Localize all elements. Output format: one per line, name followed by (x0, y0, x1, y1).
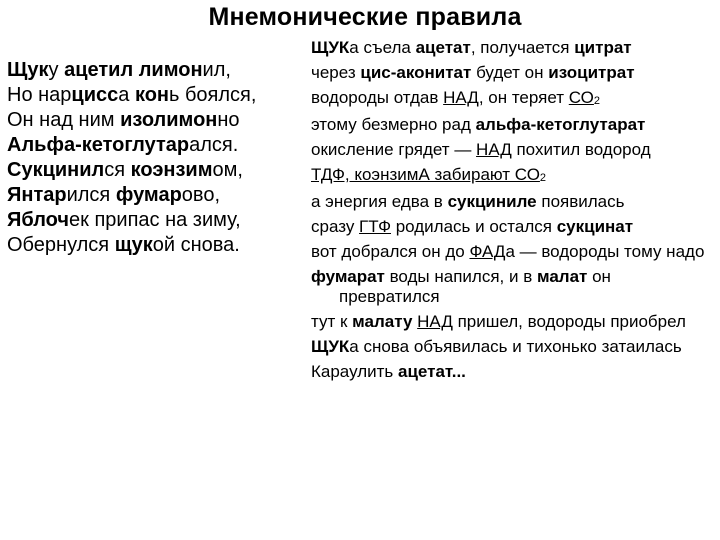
underlined-term: НАД (476, 140, 512, 159)
bold-term: изолимон (120, 109, 218, 131)
text-segment: ся (104, 159, 131, 181)
right-poem-line (311, 267, 716, 307)
bold-term: малату (352, 312, 413, 331)
left-poem-line (7, 158, 307, 183)
underlined-term: НАД (443, 88, 479, 107)
text-segment: 2 (593, 95, 601, 107)
right-poem-line (311, 362, 716, 382)
text-segment: но (217, 109, 240, 131)
text-segment: окисление грядет — (311, 140, 477, 159)
text-segment: будет он (471, 63, 549, 82)
bold-term: Сукцинил (7, 159, 105, 181)
bold-term: малат (536, 267, 588, 286)
text-segment: ился (66, 184, 116, 206)
underlined-term: ГТФ (359, 217, 391, 236)
text-segment: этому безмерно рад (311, 115, 476, 134)
text-segment: Он над ним (7, 109, 121, 131)
bold-term: ЩУК (311, 337, 350, 356)
page-title: Мнемонические правила (208, 3, 522, 31)
text-segment: 2 (539, 172, 547, 184)
left-poem-line (7, 133, 307, 158)
text-segment: он превратился (339, 267, 611, 306)
bold-term: фумарат (311, 267, 385, 286)
bold-term: цис-аконитат (360, 63, 472, 82)
bold-term: ацетат (415, 38, 471, 57)
left-poem-line (7, 183, 307, 208)
underlined-term: НАД (417, 312, 453, 331)
underlined-term: ФАД (469, 242, 506, 261)
right-poem-line (311, 63, 716, 83)
left-mnemonic-poem (7, 58, 307, 258)
text-segment: похитил водород (511, 140, 651, 159)
right-poem-line (311, 192, 716, 212)
text-segment: а съела (349, 38, 416, 57)
bold-term: ацетил лимон (64, 59, 203, 81)
text-segment: сразу (311, 217, 360, 236)
bold-term: ацетат... (397, 362, 466, 381)
right-poem-line (311, 337, 716, 357)
text-segment: Но нар (7, 84, 72, 106)
text-segment: родилась и остался (391, 217, 557, 236)
text-segment: , получается (470, 38, 575, 57)
text-segment: ек припас на зиму, (69, 209, 241, 231)
bold-term: альфа-кетоглутарат (475, 115, 646, 134)
bold-term: цитрат (574, 38, 632, 57)
bold-term: изоцитрат (548, 63, 635, 82)
text-segment: тут к (311, 312, 353, 331)
bold-term: сукцинат (556, 217, 634, 236)
bold-term: кон (134, 84, 169, 106)
text-segment: ь боялся, (169, 84, 257, 106)
bold-term: ЩУК (311, 38, 350, 57)
text-segment: ой снова. (152, 234, 240, 256)
text-segment: а снова объявилась и тихонько затаилась (349, 337, 682, 356)
text-segment: ил, (202, 59, 231, 81)
text-segment: вот добрался он до (311, 242, 470, 261)
text-segment: Обернулся (7, 234, 115, 256)
text-segment: а (118, 84, 135, 106)
underlined-term: СО (568, 88, 594, 107)
right-poem-line (311, 217, 716, 237)
text-segment: Караулить (311, 362, 398, 381)
text-segment: ался. (189, 134, 239, 156)
bold-term: Альфа-кетоглутар (7, 134, 190, 156)
bold-term: коэнзим (130, 159, 213, 181)
bold-term: сукциниле (447, 192, 537, 211)
bold-term: фумар (115, 184, 182, 206)
text-segment: воды напился, и в (384, 267, 537, 286)
text-segment: водороды отдав (311, 88, 444, 107)
left-poem-line (7, 108, 307, 133)
left-poem-line (7, 58, 307, 83)
bold-term: щук (114, 234, 153, 256)
bold-term: Янтар (7, 184, 67, 206)
text-segment: , он теряет (478, 88, 569, 107)
right-poem-line (311, 115, 716, 135)
left-poem-line (7, 83, 307, 108)
left-poem-line (7, 233, 307, 258)
underlined-term: ТДФ, коэнзимА забирают СО (311, 165, 540, 184)
text-segment: через (311, 63, 361, 82)
left-poem-line (7, 208, 307, 233)
text-segment: а энергия едва в (311, 192, 448, 211)
right-poem-line (311, 165, 716, 187)
text-segment: ово, (181, 184, 220, 206)
text-segment: ом, (212, 159, 243, 181)
right-poem-line (311, 88, 716, 110)
right-poem-line (311, 38, 716, 58)
bold-term: Щук (7, 59, 49, 81)
right-poem-line (311, 312, 716, 332)
right-mnemonic-poem (311, 38, 716, 387)
right-poem-line (311, 140, 716, 160)
right-poem-line (311, 242, 716, 262)
text-segment: пришел, водороды приобрел (452, 312, 686, 331)
bold-term: Яблоч (7, 209, 70, 231)
text-segment: у (48, 59, 65, 81)
bold-term: цисс (71, 84, 119, 106)
text-segment: появилась (536, 192, 625, 211)
text-segment: а — водороды тому надо (505, 242, 705, 261)
